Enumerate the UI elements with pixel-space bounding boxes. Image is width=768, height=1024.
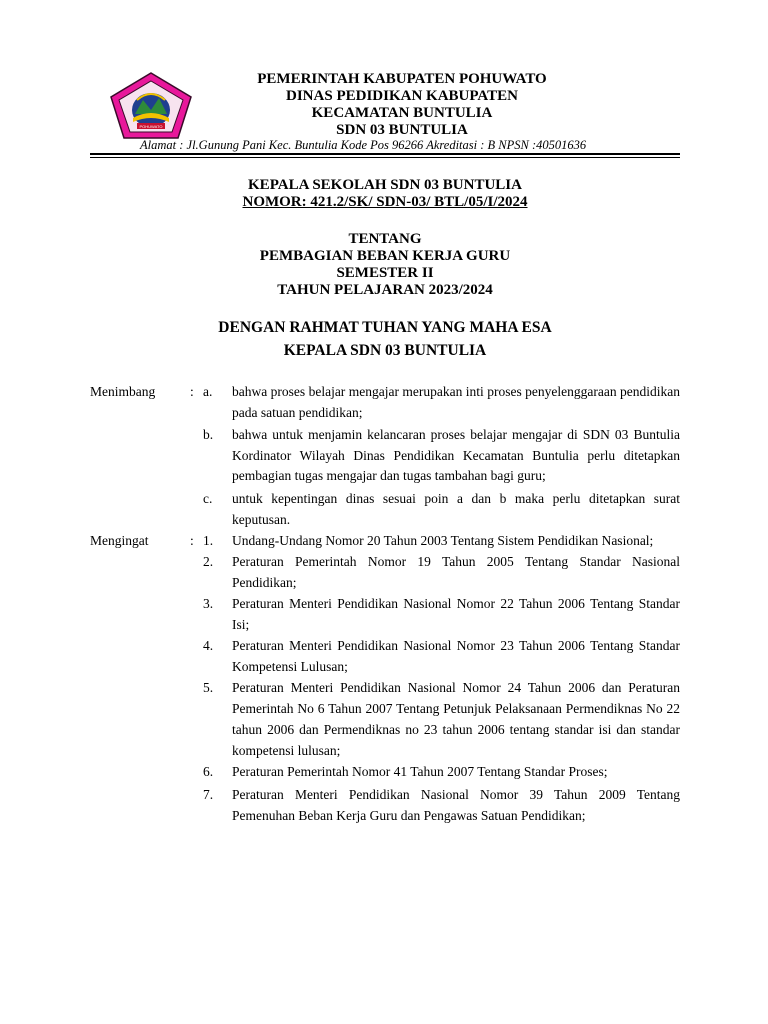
letterhead-line-school: SDN 03 BUNTULIA bbox=[336, 122, 468, 138]
item-marker: b. bbox=[203, 427, 214, 442]
item-marker: 5. bbox=[203, 679, 214, 695]
legal-basis-item-2 bbox=[90, 551, 680, 593]
item-text: Peraturan Menteri Pendidikan Nasional Nomor 39 Tahun 2009 Tentang Pemenuhan Beban Kerja Guru dan Pengawas Satuan Pendidikan; bbox=[232, 786, 680, 823]
item-marker: a. bbox=[203, 384, 213, 399]
subject-line-year: TAHUN PELAJARAN 2023/2024 bbox=[277, 282, 493, 298]
item-marker: 6. bbox=[203, 763, 214, 779]
subject-line-topic: PEMBAGIAN BEBAN KERJA GURU bbox=[259, 248, 511, 264]
subject-line-semester: SEMESTER II bbox=[336, 265, 434, 281]
item-text: Undang-Undang Nomor 20 Tahun 2003 Tentang Sistem Pendidikan Nasional; bbox=[232, 532, 654, 548]
item-text: Peraturan Pemerintah Nomor 19 Tahun 2005 Tentang Standar Nasional Pendidikan; bbox=[232, 553, 680, 590]
item-marker: 4. bbox=[203, 637, 214, 653]
item-marker: 3. bbox=[203, 595, 214, 611]
opening-line-1: DENGAN RAHMAT TUHAN YANG MAHA ESA bbox=[218, 319, 552, 336]
letterhead-rule-thin bbox=[90, 157, 680, 158]
item-text: Peraturan Menteri Pendidikan Nasional Nomor 23 Tahun 2006 Tentang Standar Kompetensi Lulusan; bbox=[232, 637, 680, 674]
item-marker: 7. bbox=[203, 786, 214, 802]
decree-body bbox=[90, 381, 680, 826]
letterhead-title bbox=[196, 71, 608, 139]
decree-header bbox=[90, 177, 680, 211]
subject-line-about: TENTANG bbox=[348, 231, 422, 247]
considering-item-b bbox=[90, 425, 680, 487]
item-text: Peraturan Menteri Pendidikan Nasional Nomor 24 Tahun 2006 dan Peraturan Pemerintah No 6 Tahun 2007 Tentang Petunjuk Pelaksanaan Permendiknas No 22 tahun 2006 dan Permendiknas no 23 tahun 2006 tentang standar isi dan standar kompetensi lulusan; bbox=[232, 679, 680, 758]
letterhead-rule-thick bbox=[90, 153, 680, 155]
considering-item-a bbox=[90, 381, 680, 423]
opening-line-2: KEPALA SDN 03 BUNTULIA bbox=[283, 342, 487, 359]
item-text: untuk kepentingan dinas sesuai poin a dan b maka perlu ditetapkan surat keputusan. bbox=[232, 490, 680, 527]
logo-text: POHUWATO bbox=[139, 124, 163, 129]
letterhead-line-district: KECAMATAN BUNTULIA bbox=[311, 105, 493, 121]
decree-issuer: KEPALA SEKOLAH SDN 03 BUNTULIA bbox=[248, 177, 522, 193]
item-text: bahwa untuk menjamin kelancaran proses belajar mengajar di SDN 03 Buntulia Kordinator Wilayah Dinas Pendidikan Kecamatan Buntulia perlu ditetapkan pembagian tugas mengajar dan tugas tambahan bagi guru; bbox=[232, 427, 680, 483]
item-marker: c. bbox=[203, 490, 213, 506]
item-text: Peraturan Menteri Pendidikan Nasional Nomor 22 Tahun 2006 Tentang Standar Isi; bbox=[232, 595, 680, 632]
item-marker: 1. bbox=[203, 532, 214, 548]
section-label-considering: Menimbang bbox=[90, 384, 156, 399]
letterhead-line-office: DINAS PEDIDIKAN KABUPATEN bbox=[286, 88, 518, 104]
decree-number: NOMOR: 421.2/SK/ SDN-03/ BTL/05/I/2024 bbox=[242, 194, 528, 210]
item-text: bahwa proses belajar mengajar merupakan inti proses penyelenggaraan pendidikan pada satuan pendidikan; bbox=[232, 384, 680, 420]
section-colon: : bbox=[190, 384, 194, 399]
legal-basis-item-7 bbox=[90, 784, 680, 826]
section-label-legal-basis: Mengingat bbox=[90, 532, 149, 548]
section-colon: : bbox=[190, 532, 194, 548]
item-text: Peraturan Pemerintah Nomor 41 Tahun 2007 Tentang Standar Proses; bbox=[232, 763, 608, 779]
legal-basis-item-1 bbox=[90, 530, 680, 551]
legal-basis-item-4 bbox=[90, 635, 680, 677]
letterhead-address: Alamat : Jl.Gunung Pani Kec. Buntulia Kode Pos 96266 Akreditasi : B NPSN :40501636 bbox=[140, 138, 587, 152]
legal-basis-item-6 bbox=[90, 761, 680, 782]
decree-subject bbox=[90, 231, 680, 299]
letterhead-line-government: PEMERINTAH KABUPATEN POHUWATO bbox=[257, 71, 547, 87]
considering-item-c bbox=[90, 488, 680, 530]
item-marker: 2. bbox=[203, 553, 214, 569]
legal-basis-item-3 bbox=[90, 593, 680, 635]
legal-basis-item-5 bbox=[90, 677, 680, 761]
pohuwato-regency-emblem-icon bbox=[107, 70, 195, 142]
